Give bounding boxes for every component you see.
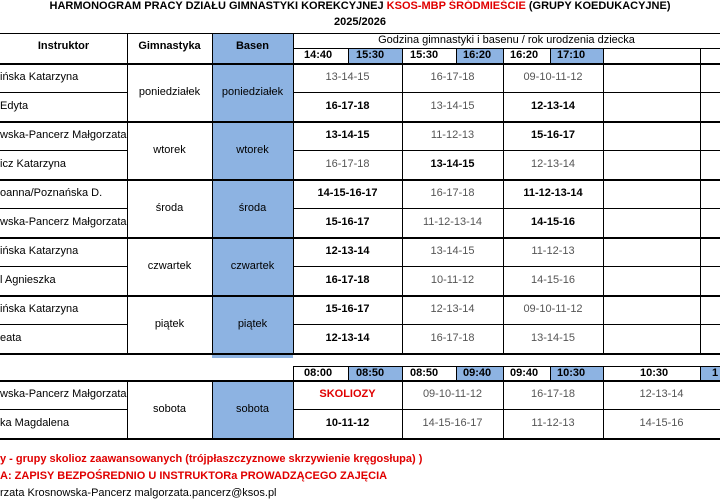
instructor-name: wska-Pancerz Małgorzata	[0, 388, 127, 400]
sat-time-6: 10:30	[557, 367, 586, 379]
cell: 15-16-17	[530, 129, 576, 141]
header-gimnastyka: Gimnastyka	[138, 40, 201, 52]
cell: SKOLIOZY	[319, 388, 376, 400]
cell: 13-14-15	[325, 71, 370, 83]
time-6: 17:10	[557, 49, 586, 61]
cell: 11-12-13-14	[523, 187, 583, 199]
header-instruktor: Instruktor	[37, 40, 90, 52]
cell: 16-17-18	[430, 332, 475, 344]
instructor-name: wska-Pancerz Małgorzata	[0, 216, 127, 228]
cell: 14-15-16	[530, 274, 576, 286]
instructor-name: Edyta	[0, 100, 29, 112]
cell: 16-17-18	[325, 100, 370, 112]
sat-time-2: 08:50	[356, 367, 385, 379]
cell: 12-13-14	[325, 245, 370, 257]
day-gim-fri: piątek	[154, 318, 185, 330]
day-gim-thu: czwartek	[147, 260, 192, 272]
sat-time-4: 09:40	[463, 367, 492, 379]
cell: 12-13-14	[430, 303, 475, 315]
cell: 14-15-16	[530, 216, 576, 228]
cell: 13-14-15	[325, 129, 370, 141]
cell: 12-13-14	[325, 332, 370, 344]
cell: 13-14-15	[430, 158, 475, 170]
cell: 14-15-16	[639, 417, 684, 429]
day-gim-sat: sobota	[152, 403, 187, 415]
instructor-name: eata	[0, 332, 22, 344]
cell: 09-10-11-12	[523, 303, 583, 315]
day-basen-tue: wtorek	[236, 144, 269, 156]
day-basen-fri: piątek	[237, 318, 268, 330]
time-3: 15:30	[410, 49, 439, 61]
sat-time-8: 1	[712, 367, 719, 379]
cell: 14-15-16-17	[317, 187, 378, 199]
cell: 11-12-13-14	[422, 216, 483, 228]
basen-column-shading	[212, 33, 293, 358]
cell: 13-14-15	[430, 100, 475, 112]
cell: 09-10-11-12	[422, 388, 483, 400]
cell: 12-13-14	[639, 388, 684, 400]
cell: 16-17-18	[430, 71, 475, 83]
cell: 10-11-12	[325, 417, 370, 429]
instructor-name: ińska Katarzyna	[0, 245, 79, 257]
cell: 16-17-18	[430, 187, 475, 199]
cell: 14-15-16-17	[422, 417, 483, 429]
cell: 15-16-17	[325, 216, 370, 228]
cell: 15-16-17	[325, 303, 370, 315]
cell: 11-12-13	[531, 245, 575, 257]
sat-time-3: 08:50	[410, 367, 439, 379]
cell: 11-12-13	[531, 417, 575, 429]
cell: 10-11-12	[430, 274, 475, 286]
instructor-name: ka Magdalena	[0, 417, 70, 429]
cell: 12-13-14	[530, 100, 576, 112]
title-main: HARMONOGRAM PRACY DZIAŁU GIMNASTYKI KOREKCYJNEJ	[49, 0, 384, 12]
instructor-name: l Agnieszka	[0, 274, 56, 286]
sat-time-5: 09:40	[510, 367, 539, 379]
cell: 11-12-13	[430, 129, 475, 141]
time-2: 15:30	[356, 49, 385, 61]
cell: 16-17-18	[325, 158, 370, 170]
day-basen-wed: środa	[238, 202, 267, 214]
page-title	[0, 0, 720, 12]
day-gim-tue: wtorek	[153, 144, 186, 156]
day-gim-wed: środa	[155, 202, 184, 214]
year-label: 2025/2026	[334, 16, 386, 28]
instructor-name: oanna/Poznańska D.	[0, 187, 103, 199]
instructor-name: ińska Katarzyna	[0, 71, 79, 83]
cell: 09-10-11-12	[523, 71, 583, 83]
day-gim-mon: poniedziałek	[138, 86, 201, 98]
cell: 16-17-18	[325, 274, 370, 286]
sat-time-1: 08:00	[304, 367, 333, 379]
day-basen-mon: poniedziałek	[221, 86, 284, 98]
time-5: 16:20	[510, 49, 539, 61]
cell: 13-14-15	[430, 245, 475, 257]
note-zapisy: A: ZAPISY BEZPOŚREDNIO U INSTRUKTORa PROWADZĄCEGO ZAJĘCIA	[0, 470, 388, 482]
time-4: 16:20	[463, 49, 492, 61]
instructor-name: icz Katarzyna	[0, 158, 67, 170]
cell: 16-17-18	[530, 388, 576, 400]
title-end: (GRUPY KOEDUKACYJNE)	[528, 0, 671, 12]
note-skoliozy: y - grupy skolioz zaawansowanych (trójpłaszczyznowe skrzywienie kręgosłupa) )	[0, 453, 423, 465]
header-basen: Basen	[235, 40, 270, 52]
instructor-name: ińska Katarzyna	[0, 303, 79, 315]
header-godzina: Godzina gimnastyki i basenu / rok urodzenia dziecka	[378, 34, 635, 46]
instructor-name: wska-Pancerz Małgorzata	[0, 129, 127, 141]
day-basen-sat: sobota	[235, 403, 270, 415]
title-red: KSOS-MBP ŚRÓDMIEŚCIE	[386, 0, 526, 12]
sat-time-7: 10:30	[640, 367, 669, 379]
time-1: 14:40	[304, 49, 333, 61]
note-contact: rzata Krosnowska-Pancerz malgorzata.pancerz@ksos.pl	[0, 487, 277, 499]
day-basen-thu: czwartek	[230, 260, 275, 272]
cell: 12-13-14	[530, 158, 576, 170]
cell: 13-14-15	[530, 332, 576, 344]
